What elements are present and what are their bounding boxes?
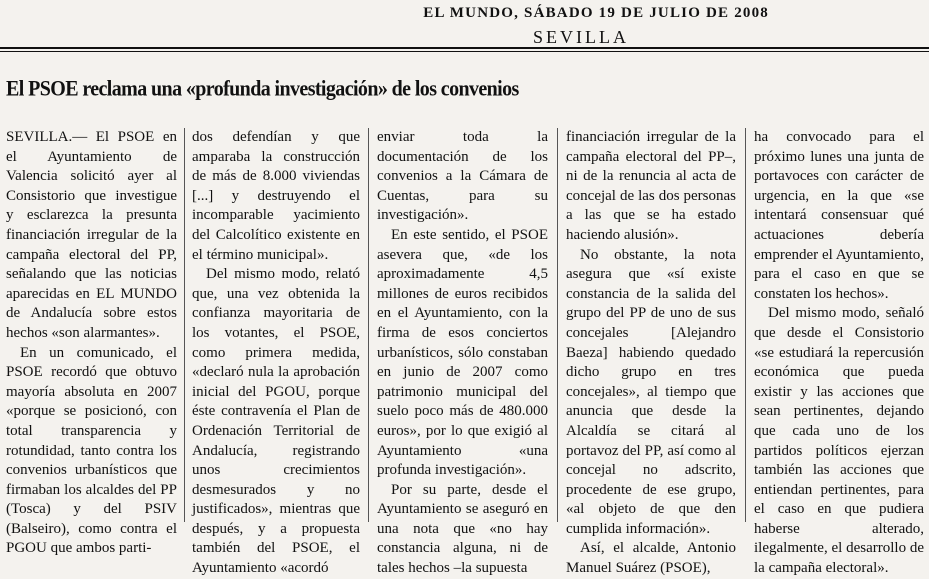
masthead-rule — [0, 47, 929, 49]
publication-date: EL MUNDO, SÁBADO 19 DE JULIO DE 2008 — [423, 5, 769, 21]
paragraph: Por su parte, desde el Ayuntamiento se aseguró en una nota que «no hay constancia alguna, ni de tales hechos –la supuesta — [377, 481, 548, 577]
paragraph: Así, el alcalde, Antonio Manuel Suárez (PSOE), — [566, 540, 736, 577]
article-body — [0, 128, 929, 577]
article-column-5 — [754, 128, 924, 577]
article-column-3 — [377, 128, 548, 577]
article-column-1 — [6, 128, 177, 557]
paragraph: dos defendían y que amparaba la construcción de más de 8.000 viviendas [...] y destruyendo el incomparable yacimiento del Calcolítico existente en el término municipal». — [192, 129, 360, 263]
section-title: SEVILLA — [533, 27, 629, 47]
paragraph: enviar toda la documentación de los convenios a la Cámara de Cuentas, para su investigación». — [377, 129, 548, 224]
masthead — [0, 0, 929, 58]
paragraph: SEVILLA.— El PSOE en el Ayuntamiento de Valencia solicitó ayer al Consistorio que investigue y esclarezca la presunta financiación irregular de la campaña electoral del PP, señalando que las noticias aparecidas en EL MUNDO de Andalucía sobre estos hechos «son alarmantes». — [6, 129, 177, 341]
paragraph: En este sentido, el PSOE asevera que, «de los aproximadamente 4,5 millones de euros recibidos en el Ayuntamiento, con la firma de esos conciertos urbanísticos, sólo constaban en junio de 2007 como patrimonio municipal del suelo poco más de 480.000 euros», por lo que exigió al Ayuntamiento «una profunda investigación». — [377, 226, 548, 479]
paragraph: Del mismo modo, señaló que desde el Consistorio «se estudiará la repercusión económica que pueda existir y las acciones que sean pertinentes, dejando que cada uno de los partidos políticos ejerzan también las acciones que entiendan pertinentes, para el caso en que pudiera haberse alterado, ilegalmente, el desarrollo de la campaña electoral». — [754, 305, 924, 577]
paragraph: ha convocado para el próximo lunes una junta de portavoces con carácter de urgencia, en la que «se intentará consensuar qué actuaciones debería emprender el Ayuntamiento, para el caso en que se constaten los hechos». — [754, 129, 924, 302]
paragraph: Del mismo modo, relató que, una vez obtenida la confianza mayoritaria de los votantes, el PSOE, como primera medida, «declaró nula la aprobación inicial del PGOU, porque éste contravenía el Plan de Ordenación Territorial de Andalucía, registrando unos crecimientos desmesurados y no justificados», mientras que después, y a propuesta también del PSOE, el Ayuntamiento «acordó — [192, 266, 360, 577]
article-column-4 — [566, 128, 736, 577]
paragraph: financiación irregular de la campaña electoral del PP–, ni de la renuncia al acta de concejal de las dos personas a las que se ha estado haciendo alusión». — [566, 129, 736, 243]
article-column-2 — [192, 128, 360, 577]
article-headline: El PSOE reclama una «profunda investigación» de los convenios — [6, 77, 519, 102]
paragraph: En un comunicado, el PSOE recordó que obtuvo mayoría absoluta en 2007 «porque se posicionó, con total transparencia y rotundidad, tanto contra los convenios urbanísticos que firmaban los alcaldes del PP (Tosca) y del PSIV (Balseiro), como contra el PGOU que ambos parti- — [6, 344, 177, 557]
masthead-rule-thin — [0, 51, 929, 52]
paragraph: No obstante, la nota asegura que «sí existe constancia de la salida del grupo del PP de uno de sus concejales [Alejandro Baeza] habiendo quedado dicho grupo en tres concejales», al tiempo que anuncia que desde la Alcaldía se citará al portavoz del PP, así como al concejal no adscrito, procedente de ese grupo, «al objeto de que den cumplida información». — [566, 246, 736, 537]
